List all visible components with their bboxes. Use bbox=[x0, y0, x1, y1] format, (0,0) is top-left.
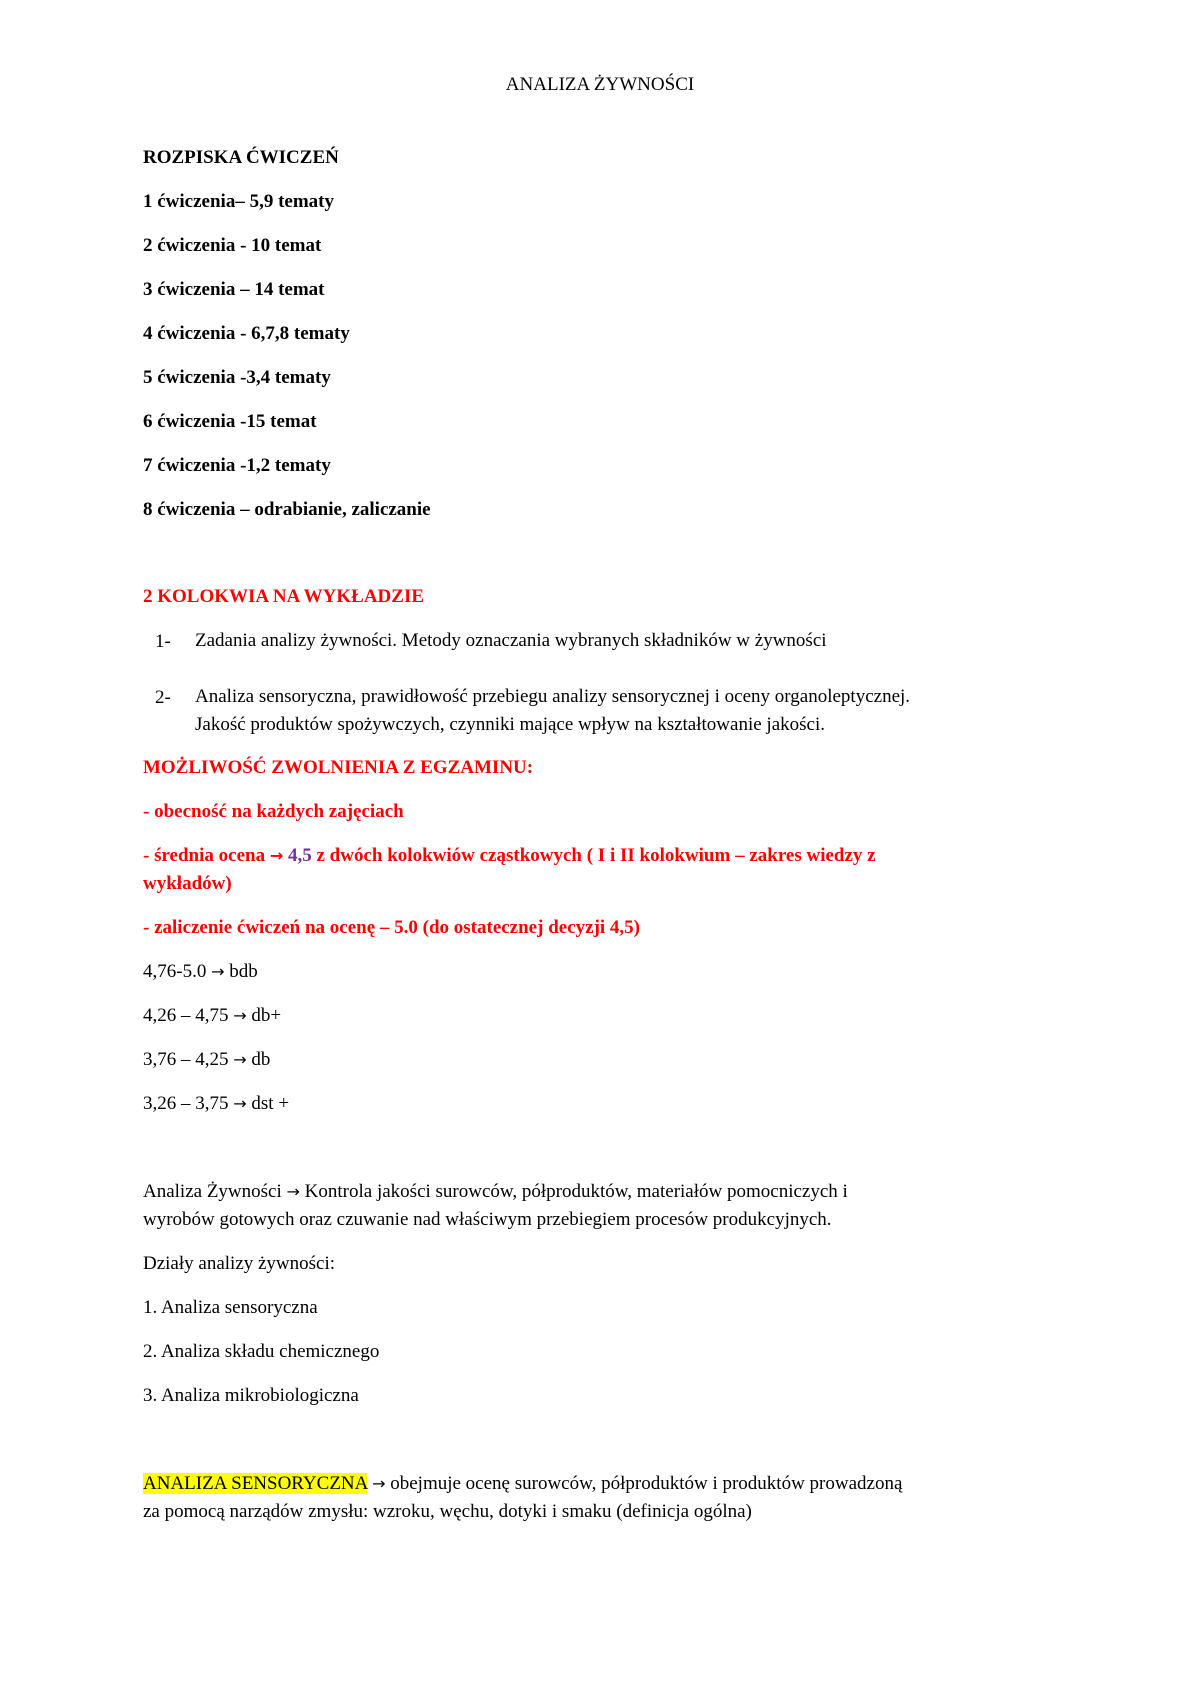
sensory-definition-line bbox=[143, 1472, 902, 1496]
grade-value: bdb bbox=[224, 961, 258, 982]
exemption-item: - zaliczenie ćwiczeń na ocenę – 5.0 (do ostatecznej decyzji 4,5) bbox=[143, 917, 640, 938]
arrow-right-icon: → bbox=[269, 846, 284, 865]
arrow-right-icon: → bbox=[286, 1182, 300, 1201]
schedule-item: 1 ćwiczenia– 5,9 tematy bbox=[143, 191, 334, 212]
branch-item: 1. Analiza sensoryczna bbox=[143, 1297, 318, 1318]
arrow-right-icon: → bbox=[233, 1050, 247, 1069]
definition-text: Kontrola jakości surowców, półproduktów, materiałów pomocniczych i bbox=[299, 1181, 848, 1202]
grade-range: 3,76 – 4,25 bbox=[143, 1049, 234, 1070]
definition-line: wyrobów gotowych oraz czuwanie nad właściwym przebiegiem procesów produkcyjnych. bbox=[143, 1209, 832, 1230]
average-value: 4,5 bbox=[288, 845, 312, 866]
sensory-term-highlight: ANALIZA SENSORYCZNA bbox=[143, 1473, 368, 1494]
exemption-heading: MOŻLIWOŚĆ ZWOLNIENIA Z EGZAMINU: bbox=[143, 757, 534, 778]
exemption-text: z dwóch kolokwiów cząstkowych ( I i II kolokwium – zakres wiedzy z bbox=[311, 845, 876, 866]
schedule-item: 6 ćwiczenia -15 temat bbox=[143, 411, 317, 432]
exemption-text: - średnia ocena bbox=[143, 845, 270, 866]
arrow-right-icon: → bbox=[211, 962, 225, 981]
grade-row bbox=[143, 1092, 289, 1116]
colloquium-text: Zadania analizy żywności. Metody oznaczania wybranych składników w żywności bbox=[195, 630, 827, 651]
schedule-item: 2 ćwiczenia - 10 temat bbox=[143, 235, 322, 256]
branch-item: 2. Analiza składu chemicznego bbox=[143, 1341, 380, 1362]
colloquium-text: Jakość produktów spożywczych, czynniki mające wpływ na kształtowanie jakości. bbox=[195, 714, 825, 735]
schedule-item: 8 ćwiczenia – odrabianie, zaliczanie bbox=[143, 499, 431, 520]
branch-item: 3. Analiza mikrobiologiczna bbox=[143, 1385, 359, 1406]
sensory-definition-text: obejmuje ocenę surowców, półproduktów i produktów prowadzoną bbox=[385, 1473, 903, 1494]
colloquium-marker: 1- bbox=[155, 631, 171, 652]
grade-range: 4,26 – 4,75 bbox=[143, 1005, 234, 1026]
grade-value: db+ bbox=[246, 1005, 282, 1026]
definition-line bbox=[143, 1180, 848, 1204]
arrow-right-icon: → bbox=[233, 1094, 247, 1113]
sensory-definition-line: za pomocą narządów zmysłu: wzroku, węchu, dotyki i smaku (definicja ogólna) bbox=[143, 1501, 752, 1522]
grade-row bbox=[143, 1048, 270, 1072]
schedule-item: 5 ćwiczenia -3,4 tematy bbox=[143, 367, 331, 388]
schedule-item: 7 ćwiczenia -1,2 tematy bbox=[143, 455, 331, 476]
grade-value: dst + bbox=[246, 1093, 290, 1114]
schedule-heading: ROZPISKA ĆWICZEŃ bbox=[143, 147, 339, 168]
exemption-item bbox=[143, 844, 876, 868]
definition-term: Analiza Żywności bbox=[143, 1181, 287, 1202]
grade-value: db bbox=[246, 1049, 271, 1070]
grade-range: 3,26 – 3,75 bbox=[143, 1093, 234, 1114]
exemption-item-cont: wykładów) bbox=[143, 873, 232, 894]
arrow-right-icon: → bbox=[372, 1474, 386, 1493]
exemption-item: - obecność na każdych zajęciach bbox=[143, 801, 404, 822]
colloquium-text: Analiza sensoryczna, prawidłowość przebiegu analizy sensorycznej i oceny organoleptycznej. bbox=[195, 686, 911, 707]
schedule-item: 4 ćwiczenia - 6,7,8 tematy bbox=[143, 323, 350, 344]
branches-heading: Działy analizy żywności: bbox=[143, 1253, 336, 1274]
grade-row bbox=[143, 1004, 281, 1028]
schedule-item: 3 ćwiczenia – 14 temat bbox=[143, 279, 325, 300]
colloquium-marker: 2- bbox=[155, 687, 171, 708]
document-title: ANALIZA ŻYWNOŚCI bbox=[505, 74, 695, 95]
colloquia-heading: 2 KOLOKWIA NA WYKŁADZIE bbox=[143, 586, 425, 607]
arrow-right-icon: → bbox=[233, 1006, 247, 1025]
grade-range: 4,76-5.0 bbox=[143, 961, 212, 982]
grade-row bbox=[143, 960, 258, 984]
